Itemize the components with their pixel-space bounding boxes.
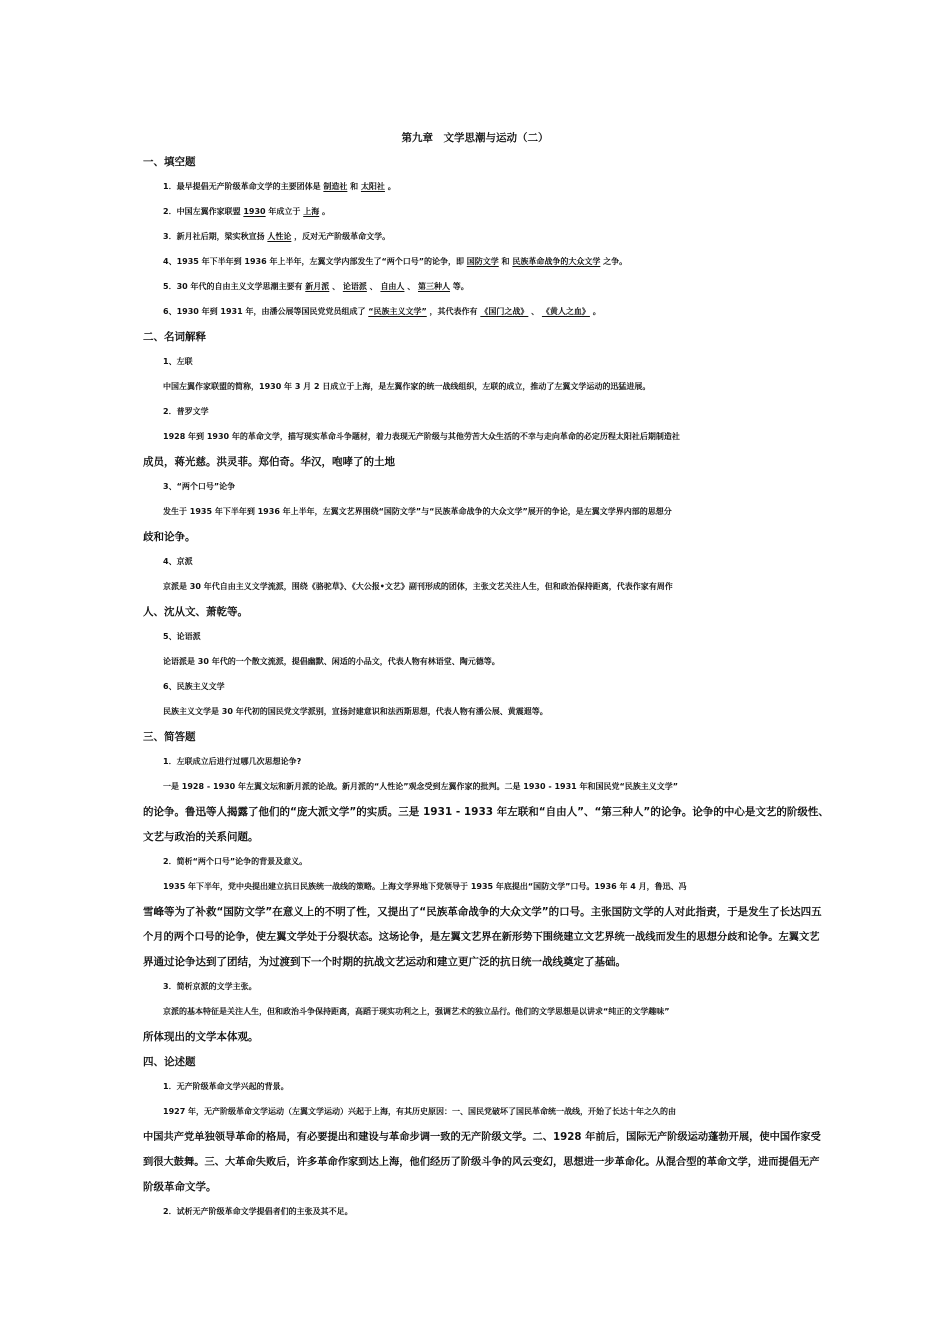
term-label-3: 3、“两个口号”论争 [163, 482, 236, 491]
section-heading-essay: 四、论述题 [143, 1056, 196, 1068]
term-text-1: 中国左翼作家联盟的简称，1930 年 3 月 2 日成立于上海，是左翼作家的统一战线组织，左联的成立，推动了左翼文学运动的迅猛进展。 [163, 382, 651, 391]
section-heading-fill: 一、填空题 [143, 156, 196, 168]
fill-question-1: 1．最早提倡无产阶级革命文学的主要团体是 制造社 和 太阳社 。 [163, 182, 396, 191]
short-answer-1-line-3: 文艺与政治的关系问题。 [143, 831, 259, 843]
short-answer-2-line-1: 1935 年下半年，党中央提出建立抗日民族统一战线的策略。上海文学界地下党领导于 1935 年底提出“国防文学”口号。1936 年 4 月，鲁迅、冯 [163, 882, 687, 891]
essay-answer-1-line-3: 到很大鼓舞。三、大革命失败后，许多革命作家到达上海，他们经历了阶级斗争的风云变幻，思想进一步革命化。从混合型的革命文学，进而提倡无产 [143, 1156, 820, 1168]
short-answer-2-line-4: 界通过论争达到了团结，为过渡到下一个时期的抗战文艺运动和建立更广泛的抗日统一战线奠定了基础。 [143, 956, 626, 968]
essay-question-2: 2．试析无产阶级革命文学提倡者们的主张及其不足。 [163, 1207, 353, 1216]
short-answer-1-line-1: 一是 1928 - 1930 年左翼文坛和新月派的论战。新月派的“人性论”观念受到左翼作家的批判。二是 1930 - 1931 年和国民党“民族主义文学” [163, 782, 679, 791]
chapter-title: 第九章 文学思潮与运动（二） [401, 132, 549, 144]
term-text-3-line-1: 发生于 1935 年下半年到 1936 年上半年，左翼文艺界围绕“国防文学”与“民族革命战争的大众文学”展开的争论，是左翼文学界内部的思想分 [163, 507, 672, 516]
fill-question-5: 5．30 年代的自由主义文学思潮主要有 新月派 、 论语派 、 自由人 、 第三种人 等。 [163, 282, 469, 291]
term-label-1: 1、左联 [163, 357, 193, 366]
short-question-1: 1．左联成立后进行过哪几次思想论争? [163, 757, 302, 766]
fill-question-2: 2．中国左翼作家联盟 1930 年成立于 上海 。 [163, 207, 330, 216]
term-label-5: 5、论语派 [163, 632, 201, 641]
term-text-3-line-2: 歧和论争。 [143, 531, 196, 543]
term-text-2-line-1: 1928 年到 1930 年的革命文学，描写现实革命斗争题材，着力表现无产阶级与其他劳苦大众生活的不幸与走向革命的必定历程太阳社后期制造社 [163, 432, 680, 441]
essay-answer-1-line-2: 中国共产党单独领导革命的格局，有必要提出和建设与革命步调一致的无产阶级文学。二、1928 年前后，国际无产阶级运动蓬勃开展，使中国作家受 [143, 1131, 821, 1143]
term-text-5: 论语派是 30 年代的一个散文流派，提倡幽默、闲适的小品文，代表人物有林语堂、陶元德等。 [163, 657, 500, 666]
short-question-3: 3．简析京派的文学主张。 [163, 982, 257, 991]
short-question-2: 2．简析“两个口号”论争的背景及意义。 [163, 857, 308, 866]
term-text-6: 民族主义文学是 30 年代初的国民党文学派别，宣扬封建意识和法西斯思想，代表人物有潘公展、黄震遐等。 [163, 707, 548, 716]
term-text-4-line-1: 京派是 30 年代自由主义文学流派，围绕《骆驼草》、《大公报•文艺》副刊形成的团体，主张文艺关注人生，但和政治保持距离，代表作家有周作 [163, 582, 673, 591]
term-text-4-line-2: 人、沈从文、萧乾等。 [143, 606, 248, 618]
fill-question-6: 6、1930 年到 1931 年，由潘公展等国民党党员组成了 “民族主义文学” ，其代表作有 《国门之战》 、 《黄人之血》 。 [163, 307, 601, 316]
short-answer-1-line-2: 的论争。鲁迅等人揭露了他们的“庞大派文学”的实质。三是 1931 - 1933 年左联和“自由人”、“第三种人”的论争。论争的中心是文艺的阶级性、 [143, 806, 829, 818]
short-answer-2-line-3: 个月的两个口号的论争，使左翼文学处于分裂状态。这场论争，是左翼文艺界在新形势下围绕建立文艺界统一战线而发生的思想分歧和论争。左翼文艺 [143, 931, 820, 943]
short-answer-3-line-1: 京派的基本特征是关注人生，但和政治斗争保持距离，高蹈于现实功利之上，强调艺术的独立品行。他们的文学思想是以讲求“纯正的文学趣味” [163, 1007, 670, 1016]
term-label-6: 6、民族主义文学 [163, 682, 225, 691]
essay-answer-1-line-4: 阶级革命文学。 [143, 1181, 217, 1193]
short-answer-3-line-2: 所体现出的文学本体观。 [143, 1031, 259, 1043]
section-heading-short: 三、简答题 [143, 731, 196, 743]
term-label-4: 4、京派 [163, 557, 193, 566]
section-heading-terms: 二、名词解释 [143, 331, 206, 343]
term-label-2: 2．普罗文学 [163, 407, 209, 416]
term-text-2-line-2: 成员，蒋光慈。洪灵菲。郑伯奇。华汉，咆哮了的土地 [143, 456, 395, 468]
fill-question-4: 4、1935 年下半年到 1936 年上半年，左翼文学内部发生了“两个口号”的论争，即 国防文学 和 民族革命战争的大众文学 之争。 [163, 257, 628, 266]
short-answer-2-line-2: 雪峰等为了补救“国防文学”在意义上的不明了性，又提出了“民族革命战争的大众文学”的口号。主张国防文学的人对此指责，于是发生了长达四五 [143, 906, 822, 918]
essay-answer-1-line-1: 1927 年，无产阶级革命文学运动（左翼文学运动）兴起于上海，有其历史原因：一、国民党破坏了国民革命统一战线，开始了长达十年之久的由 [163, 1107, 677, 1116]
essay-question-1: 1．无产阶级革命文学兴起的背景。 [163, 1082, 289, 1091]
fill-question-3: 3．新月社后期，梁实秋宣扬 人性论 ，反对无产阶级革命文学。 [163, 232, 391, 241]
